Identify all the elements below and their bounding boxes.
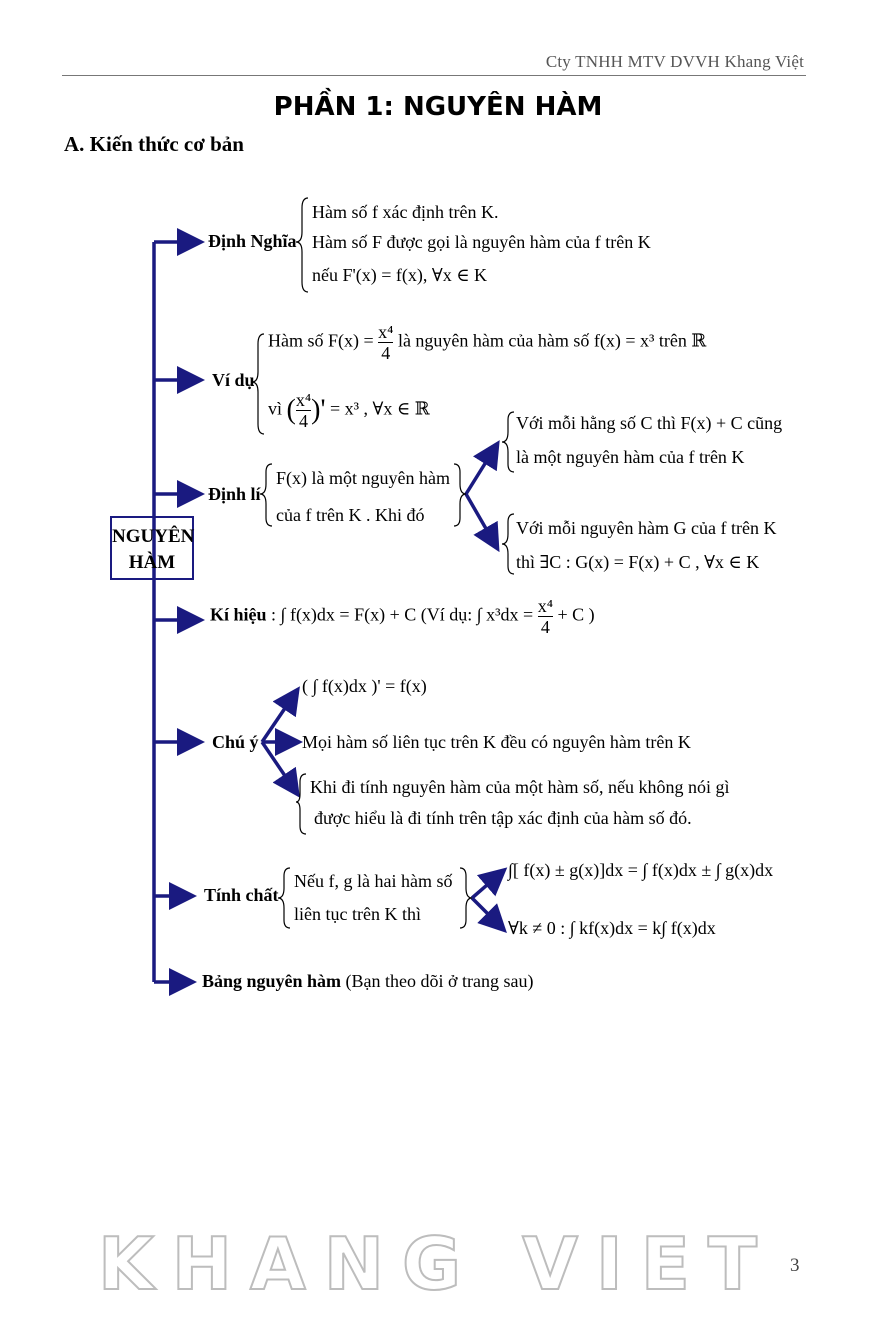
arrow-chu-y-n1 — [262, 692, 296, 742]
vi-du-line1 — [268, 322, 706, 363]
dinh-li-hyp2: của f trên K . Khi đó — [276, 505, 425, 525]
label-dinh-li: Định lí — [208, 484, 261, 504]
fraction-numerator: x⁴ — [378, 322, 394, 342]
ki-hieu-row — [210, 596, 595, 637]
label-ki-hieu: Kí hiệu — [210, 604, 267, 625]
label-vi-du: Ví dụ — [212, 370, 255, 390]
page-number: 3 — [790, 1255, 800, 1276]
tinh-chat-p2: ∀k ≠ 0 : ∫ kf(x)dx = k∫ f(x)dx — [508, 918, 716, 938]
vi-du-line1-fraction — [378, 322, 393, 363]
fraction-denominator: 4 — [381, 343, 391, 363]
dinh-nghia-line3: nếu F'(x) = f(x), ∀x ∈ K — [312, 265, 488, 285]
fraction-numerator: x⁴ — [295, 390, 312, 410]
vi-du-line1-b: là nguyên hàm của hàm số f(x) = x³ trên ℝ — [397, 330, 707, 351]
root-line1: NGUYÊN — [112, 526, 195, 547]
dinh-li-hyp1: F(x) là một nguyên hàm — [276, 468, 450, 488]
watermark-khang-viet: KHANG VIET — [98, 1222, 776, 1306]
chu-y-n2: Mọi hàm số liên tục trên K đều có nguyên hàm trên K — [302, 732, 691, 752]
paren-right: )' — [311, 394, 326, 426]
arrow-dinh-li-c1 — [466, 446, 496, 494]
tinh-chat-hyp2: liên tục trên K thì — [294, 904, 421, 924]
dinh-li-c2-l2: thì ∃C : G(x) = F(x) + C , ∀x ∈ K — [516, 552, 760, 572]
vi-du-line2-a: vì — [268, 398, 283, 419]
dinh-nghia-line1: Hàm số f xác định trên K. — [312, 202, 499, 222]
chu-y-n3-l1: Khi đi tính nguyên hàm của một hàm số, nếu không nói gì — [310, 777, 730, 797]
vi-du-line2-fraction — [296, 390, 311, 431]
section-heading: A. Kiến thức cơ bản — [64, 132, 244, 156]
fraction-denominator: 4 — [540, 617, 550, 637]
chu-y-n3-l2: được hiểu là đi tính trên tập xác định của hàm số đó. — [314, 808, 692, 828]
dinh-li-c1-l1: Với mỗi hằng số C thì F(x) + C cũng — [516, 413, 783, 433]
arrow-dinh-li-c2 — [466, 494, 496, 546]
arrow-tinh-chat-p2 — [472, 898, 502, 928]
label-dinh-nghia: Định Nghĩa — [208, 231, 297, 251]
tinh-chat-hyp1: Nếu f, g là hai hàm số — [294, 871, 453, 891]
tinh-chat-p1: ∫[ f(x) ± g(x)]dx = ∫ f(x)dx ± ∫ g(x)dx — [508, 860, 774, 880]
label-bang: Bảng nguyên hàm — [202, 971, 342, 991]
ki-hieu-tail: + C ) — [557, 604, 595, 625]
fraction-numerator: x⁴ — [537, 596, 553, 616]
page-title: PHẦN 1: NGUYÊN HÀM — [273, 92, 603, 122]
dinh-li-c1-l2: là một nguyên hàm của f trên K — [516, 447, 745, 467]
arrow-tinh-chat-p1 — [472, 872, 502, 898]
dinh-li-c2-l1: Với mỗi nguyên hàm G của f trên K — [516, 518, 777, 538]
dinh-nghia-line2: Hàm số F được gọi là nguyên hàm của f trên K — [312, 232, 651, 252]
bang-note: (Bạn theo dõi ở trang sau) — [345, 971, 534, 991]
vi-du-line2-b: = x³ , ∀x ∈ ℝ — [330, 398, 430, 419]
label-tinh-chat: Tính chất — [204, 885, 279, 905]
paren-left: ( — [286, 394, 296, 426]
chu-y-n1: ( ∫ f(x)dx )' = f(x) — [302, 676, 427, 696]
ki-hieu-fraction — [538, 596, 553, 637]
header-company: Cty TNHH MTV DVVH Khang Việt — [545, 52, 804, 71]
root-line2: HÀM — [128, 552, 176, 573]
vi-du-line2 — [268, 390, 430, 431]
label-chu-y: Chú ý — [212, 732, 259, 752]
vi-du-line1-a: Hàm số F(x) = — [268, 330, 374, 351]
arrow-chu-y-n3 — [262, 742, 296, 792]
bang-row — [202, 971, 534, 992]
ki-hieu-formula: : ∫ f(x)dx = F(x) + C (Ví dụ: ∫ x³dx = — [271, 604, 534, 625]
root-node — [110, 516, 194, 580]
fraction-denominator: 4 — [298, 411, 308, 431]
